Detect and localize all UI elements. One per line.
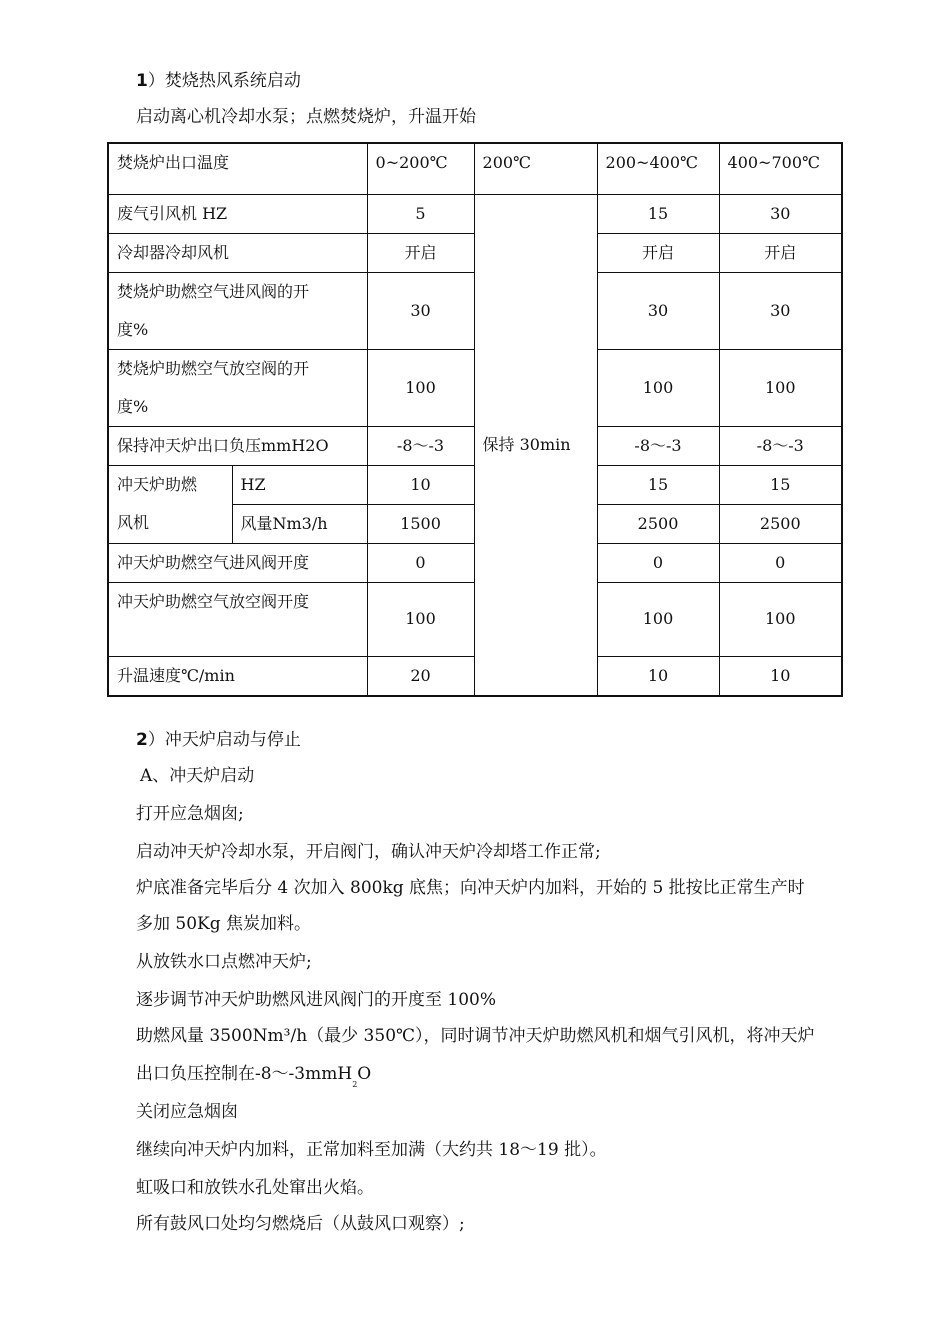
cell: 10 — [367, 465, 474, 504]
text-line: 关闭应急烟囱 — [136, 1102, 238, 1122]
cell: 100 — [719, 349, 842, 426]
cell: 100 — [597, 582, 719, 656]
header-cell: 400~700℃ — [719, 143, 842, 194]
cell: 0 — [597, 543, 719, 582]
cell: 100 — [367, 582, 474, 656]
header-cell: 200~400℃ — [597, 143, 719, 194]
cell: 开启 — [719, 233, 842, 272]
cell: 30 — [597, 272, 719, 349]
sub-label: 风量Nm3/h — [232, 504, 367, 543]
text-line: 继续向冲天炉内加料，正常加料至加满（大约共 18～19 批）。 — [136, 1140, 607, 1160]
row-label: 冷却器冷却风机 — [108, 233, 367, 272]
cell: 5 — [367, 194, 474, 233]
table-row — [108, 194, 842, 233]
cell: 100 — [367, 349, 474, 426]
row-label: 焚烧炉助燃空气进风阀的开 度% — [108, 272, 367, 349]
header-cell: 0~200℃ — [367, 143, 474, 194]
cell: 1500 — [367, 504, 474, 543]
text-line: 逐步调节冲天炉助燃风进风阀门的开度至 100% — [136, 990, 497, 1010]
header-cell: 焚烧炉出口温度 — [108, 143, 367, 194]
cell: 30 — [719, 194, 842, 233]
cell: 0 — [367, 543, 474, 582]
table-header-row — [108, 143, 842, 194]
text-line: 所有鼓风口处均匀燃烧后（从鼓风口观察）; — [136, 1214, 465, 1234]
row-label: 废气引风机 HZ — [108, 194, 367, 233]
hold-cell: 保持 30min — [474, 194, 597, 696]
cell: 开启 — [367, 233, 474, 272]
text-line: 虹吸口和放铁水孔处窜出火焰。 — [136, 1178, 374, 1198]
cell: 30 — [719, 272, 842, 349]
row-label: 保持冲天炉出口负压mmH2O — [108, 426, 367, 465]
text-line: 从放铁水口点燃冲天炉; — [136, 952, 312, 972]
cell: 20 — [367, 656, 474, 696]
cell: -8～-3 — [597, 426, 719, 465]
cell: 2500 — [597, 504, 719, 543]
row-label: 焚烧炉助燃空气放空阀的开 度% — [108, 349, 367, 426]
cell: 100 — [719, 582, 842, 656]
row-label: 冲天炉助燃空气进风阀开度 — [108, 543, 367, 582]
text-line: 多加 50Kg 焦炭加料。 — [136, 914, 312, 934]
text-line: 助燃风量 3500Nm³/h（最少 350℃），同时调节冲天炉助燃风机和烟气引风机，将冲天炉 — [136, 1026, 815, 1046]
cell: -8～-3 — [367, 426, 474, 465]
cell: 15 — [597, 194, 719, 233]
cell: 15 — [719, 465, 842, 504]
text-line: 炉底准备完毕后分 4 次加入 800kg 底焦；向冲天炉内加料，开始的 5 批按比正常生产时 — [136, 878, 805, 898]
cell: 开启 — [597, 233, 719, 272]
cell: 10 — [719, 656, 842, 696]
text-line: 出口负压控制在-8～-3mmH$_2$O — [136, 1064, 372, 1089]
row-label: 冲天炉助燃 风机 — [108, 465, 232, 543]
section2-subtitle: A、冲天炉启动 — [140, 766, 255, 786]
row-label: 冲天炉助燃空气放空阀开度 — [108, 582, 367, 656]
section1-intro: 启动离心机冷却水泵；点燃焚烧炉，升温开始 — [136, 107, 476, 127]
row-label: 升温速度℃/min — [108, 656, 367, 696]
text-line: 打开应急烟囱; — [136, 804, 244, 824]
cell: 30 — [367, 272, 474, 349]
cell: -8～-3 — [719, 426, 842, 465]
startup-parameter-table — [107, 142, 843, 697]
cell: 0 — [719, 543, 842, 582]
cell: 15 — [597, 465, 719, 504]
section1-title: 1）焚烧热风系统启动 — [136, 71, 301, 91]
sub-label: HZ — [232, 465, 367, 504]
header-cell: 200℃ — [474, 143, 597, 194]
cell: 100 — [597, 349, 719, 426]
cell: 2500 — [719, 504, 842, 543]
text-line: 启动冲天炉冷却水泵，开启阀门，确认冲天炉冷却塔工作正常; — [136, 842, 601, 862]
cell: 10 — [597, 656, 719, 696]
section2-title: 2）冲天炉启动与停止 — [136, 730, 301, 750]
